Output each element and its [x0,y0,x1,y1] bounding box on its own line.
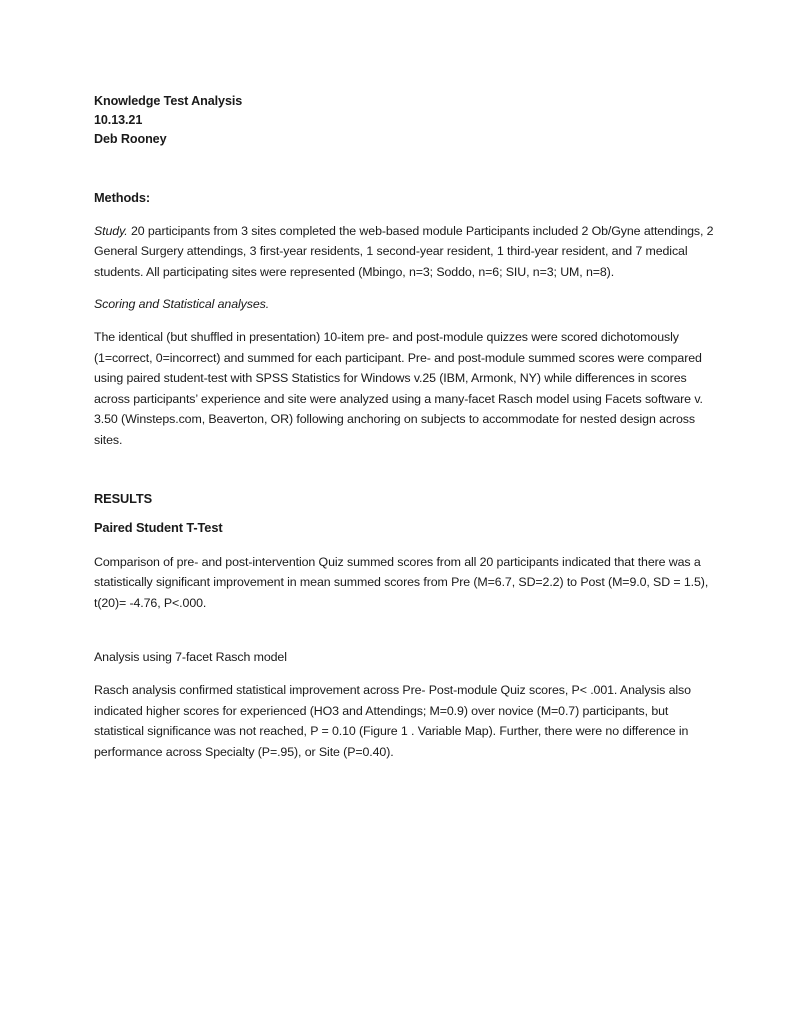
document-title: Knowledge Test Analysis [94,94,243,108]
scoring-heading: Scoring and Statistical analyses. [94,297,270,312]
scoring-paragraph: The identical (but shuffled in presentation) 10-item pre- and post-module quizzes were scored dichotomously (1=correct, 0=incorrect) and summed for each participant. Pre- and post-module summed scores were compared using paired student-test with SPSS Statistics for Windows v.25 (IBM, Armonk, NY) while differences in scores across participants’ experience and site were analyzed using a many-facet Rasch model using Facets software v. 3.50 (Winsteps.com, Beaverton, OR) following anchoring on subjects to accommodate for nested design across sites. [94,329,703,447]
study-label: Study. [94,223,128,238]
study-text: 20 participants from 3 sites completed the web-based module Participants included 2 Ob/Gyne attendings, 2 General Surgery attendings, 3 first-year residents, 1 second-year resident, 1 third-year resident, and 7 medical students. All participating sites were represented (Mbingo, n=3; Soddo, n=6; SIU, n=3; UM, n=8). [94,223,714,279]
document-author: Deb Rooney [94,132,167,146]
rasch-paragraph: Rasch analysis confirmed statistical improvement across Pre- Post-module Quiz scores, P< .001. Analysis also indicated higher scores for experienced (HO3 and Attendings; M=0.9) over novice (M=0.7) participants, but statistical significance was not reached, P = 0.10 (Figure 1 . Variable Map). Further, there were no difference in performance across Specialty (P=.95), or Site (P=0.40). [94,683,691,759]
results-heading: RESULTS [94,490,153,506]
document-page [94,92,714,762]
rasch-heading: Analysis using 7-facet Rasch model [94,649,287,664]
study-paragraph [94,221,714,283]
document-date: 10.13.21 [94,113,143,127]
ttest-heading: Paired Student T-Test [94,520,223,536]
methods-heading: Methods: [94,190,151,205]
ttest-paragraph: Comparison of pre- and post-intervention Quiz summed scores from all 20 participants indicated that there was a statistically significant improvement in mean summed scores from Pre (M=6.7, SD=2.2) to Post (M=9.0, SD = 1.5), t(20)= -4.76, P<.000. [94,554,709,610]
